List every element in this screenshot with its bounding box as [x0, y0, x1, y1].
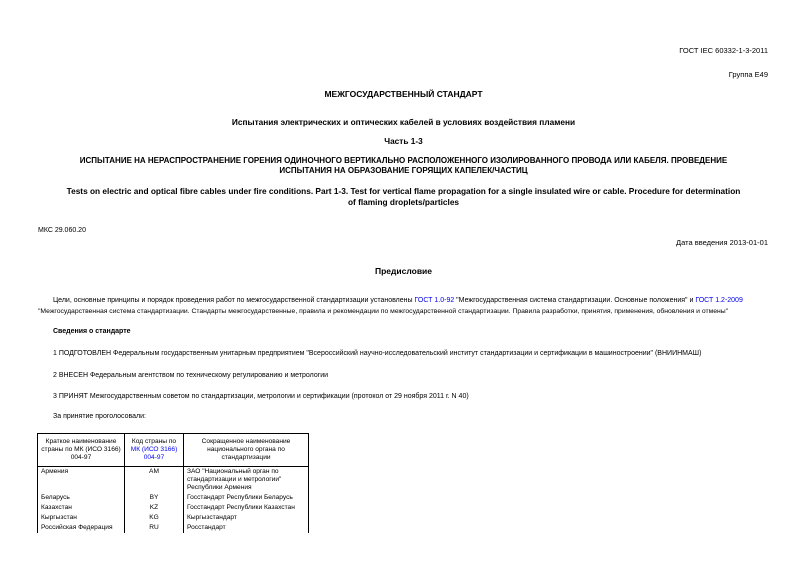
item-submitted: 2 ВНЕСЕН Федеральным агентством по техническому регулированию и метрологии: [53, 372, 329, 379]
part-number: Часть 1-3: [384, 136, 423, 146]
country-code: KZ: [125, 503, 184, 513]
header-org: Сокращенное наименование национального органа по стандартизации: [184, 434, 309, 467]
header-code: [125, 434, 184, 467]
header-country: Краткое наименование страны по МК (ИСО 3166) 004-97: [38, 434, 125, 467]
table-row: [38, 467, 309, 494]
mks-code: МКС 29.060.20: [38, 227, 86, 234]
table-row: [38, 493, 309, 503]
en-title: [28, 186, 779, 208]
intro-date: Дата введения 2013-01-01: [676, 238, 768, 247]
en-title-line1: Tests on electric and optical fibre cables under fire conditions. Part 1-3. Test for vertical flame propagation for a single insulated wire or cable. Procedure for determination: [66, 186, 741, 196]
table-row: [38, 523, 309, 533]
ru-title-line2: ИСПЫТАНИЯ НА ОБРАЗОВАНИЕ ГОРЯЩИХ КАПЕЛЕК/ЧАСТИЦ: [279, 166, 528, 175]
ru-title-line1: ИСПЫТАНИЕ НА НЕРАСПРОСТРАНЕНИЕ ГОРЕНИЯ ОДИНОЧНОГО ВЕРТИКАЛЬНО РАСПОЛОЖЕННОГО ИЗОЛИРОВАННОГО ПРОВОДА ИЛИ КАБЕЛЯ. ПРОВЕДЕНИЕ: [79, 156, 728, 165]
info-heading: Сведения о стандарте: [53, 328, 131, 335]
national-body: Госстандарт Республики Беларусь: [184, 493, 309, 503]
national-body: Кыргызстандарт: [184, 513, 309, 523]
foreword-text-2: "Межгосударственная система стандартизации. Основные положения" и: [454, 297, 696, 304]
voting-countries-table: [37, 433, 309, 533]
header-code-text: Код страны по: [131, 438, 177, 445]
foreword-heading: Предисловие: [374, 266, 433, 276]
foreword-text-1: Цели, основные принципы и порядок проведения работ по межгосударственной стандартизации установлены: [53, 297, 415, 304]
subtitle: Испытания электрических и оптических кабелей в условиях воздействия пламени: [231, 117, 576, 127]
country-name: Казахстан: [38, 503, 125, 513]
country-name: Беларусь: [38, 493, 125, 503]
country-code: AM: [125, 467, 184, 494]
foreword-paragraph-line1: [53, 297, 743, 304]
country-code: BY: [125, 493, 184, 503]
country-name: Армения: [38, 467, 125, 494]
item-prepared: 1 ПОДГОТОВЛЕН Федеральным государственным унитарным предприятием "Всероссийский научно-исследовательский институт стандартизации и сертификации в машиностроении" (ВНИИНМАШ): [53, 350, 702, 357]
gost-1-0-92-link[interactable]: ГОСТ 1.0-92: [414, 297, 455, 304]
country-name: Российская Федерация: [38, 523, 125, 533]
country-code: RU: [125, 523, 184, 533]
foreword-paragraph-line2: "Межгосударственная система стандартизации. Стандарты межгосударственные, правила и рекомендации по межгосударственной стандартизации. Правила разработки, принятия, применения, обновления и отмены": [38, 308, 729, 315]
group-code: Группа Е49: [728, 70, 768, 79]
vote-intro: За принятие проголосовали:: [53, 413, 146, 420]
gost-1-2-2009-link[interactable]: ГОСТ 1.2-2009: [695, 297, 743, 304]
table-row: [38, 513, 309, 523]
national-body: ЗАО "Национальный орган по стандартизации и метрологии" Республики Армения: [184, 467, 309, 494]
ru-title: [30, 156, 777, 176]
country-code: KG: [125, 513, 184, 523]
national-body: Госстандарт Республики Казахстан: [184, 503, 309, 513]
mk-iso-3166-link[interactable]: МК (ИСО 3166) 004-97: [130, 446, 178, 461]
en-title-line2: of flaming droplets/particles: [347, 197, 460, 207]
table-header-row: [38, 434, 309, 467]
item-adopted: 3 ПРИНЯТ Межгосударственным советом по стандартизации, метрологии и сертификации (протокол от 29 ноября 2011 г. N 40): [53, 393, 469, 400]
national-body: Росстандарт: [184, 523, 309, 533]
doc-number: ГОСТ IEC 60332-1-3-2011: [679, 46, 768, 55]
country-name: Кыргызстан: [38, 513, 125, 523]
table-row: [38, 503, 309, 513]
standard-type: МЕЖГОСУДАРСТВЕННЫЙ СТАНДАРТ: [324, 89, 483, 99]
